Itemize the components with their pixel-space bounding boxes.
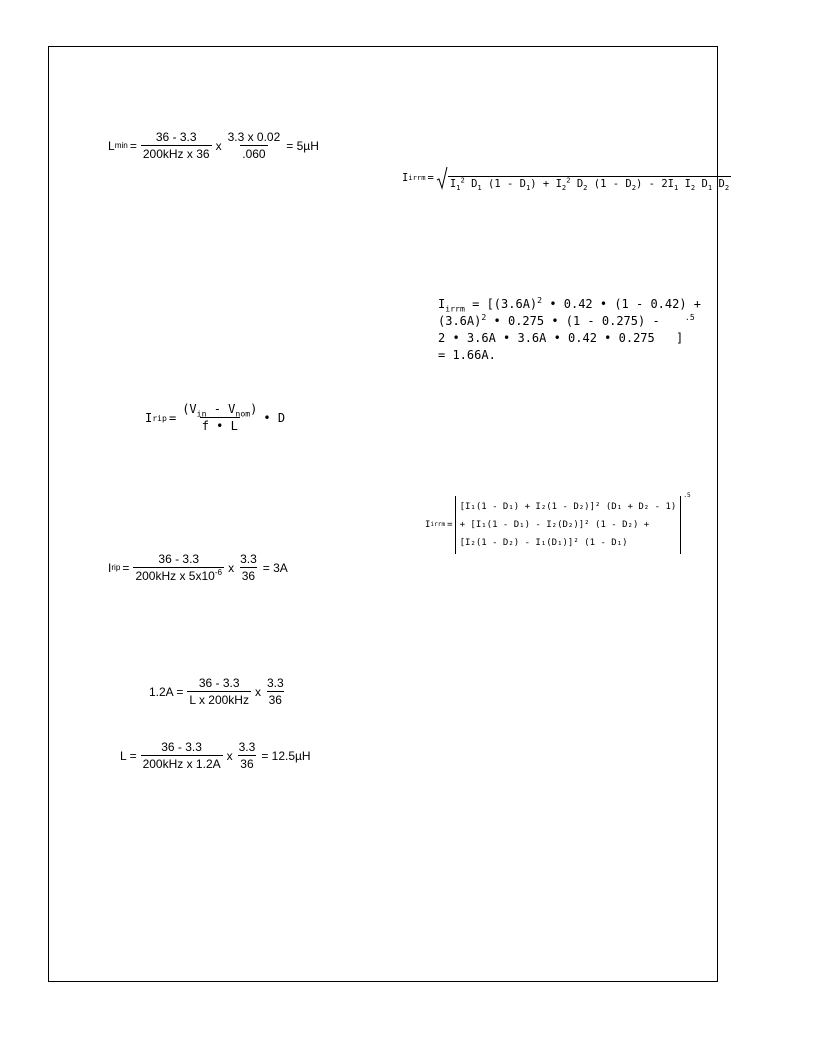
denominator: L x 200kHz [189, 693, 249, 707]
term-var: I [449, 178, 457, 190]
exponent: .5 [684, 312, 695, 322]
paren-sub: 2 [631, 183, 637, 193]
term-d-sub: 2 [724, 183, 730, 193]
equation-irrm-numeric [438, 296, 701, 364]
equals-sign: = [427, 172, 434, 184]
numerator: 36 - 3.3 [158, 552, 200, 566]
denominator [133, 567, 224, 583]
result: = 12.5µH [261, 748, 311, 763]
paren-open: (1 - D [593, 178, 632, 190]
equation-irip-numeric: I rip = $\frac{36 - 3.3}{200kHz x 5x10^{-6}}$ x $\frac{3.3}{36}$ = 3A [108, 552, 288, 583]
times-sign: x [226, 748, 233, 763]
lhs-var: I [425, 520, 431, 530]
denominator: 36 [240, 757, 254, 771]
lhs-subscript: irrm [445, 303, 465, 314]
equals-sign: = [447, 520, 453, 530]
fraction [238, 552, 259, 583]
fraction [141, 740, 223, 771]
term-d: D [471, 178, 478, 190]
term-d: D [718, 178, 725, 190]
equation-line [438, 296, 701, 313]
times-sign: x [228, 560, 235, 575]
fraction [187, 676, 251, 707]
times-sign: x [215, 138, 222, 153]
line1-post: • 0.42 • (1 - 0.42) + [549, 297, 702, 311]
equation-irip-formula: I rip = $\frac{(V_{in} - V_{nom})}{f • L}$ • D [145, 402, 286, 433]
num-sub: in [196, 408, 207, 419]
equals-sign: = [168, 410, 177, 425]
paren-open: (1 - D [488, 178, 526, 190]
equation-1-2a [147, 676, 288, 707]
radical-sign-icon [436, 166, 448, 190]
fraction [141, 130, 212, 161]
line3: 2 • 3.6A • 3.6A • 0.42 • 0.275 [438, 331, 655, 345]
numerator: 3.3 [240, 552, 257, 566]
line4: = 1.66A. [438, 348, 496, 362]
denominator: f • L [201, 419, 238, 433]
numerator: 3.3 [238, 740, 256, 754]
equation-line [438, 313, 701, 330]
num-sub: nom [235, 408, 251, 419]
lhs: L = [120, 748, 137, 763]
fraction [180, 402, 259, 433]
term-d-sub: 2 [583, 183, 588, 193]
equation-line [438, 330, 701, 347]
num-mid: - V [213, 402, 236, 416]
numerator: 36 - 3.3 [161, 740, 202, 754]
radicand [448, 175, 731, 193]
term-sub: 2 [561, 183, 567, 193]
term-sub: 1 [673, 183, 679, 193]
num-close: ) [250, 402, 258, 416]
term-sub: 1 [456, 183, 461, 193]
numerator [180, 402, 259, 417]
result: = 5µH [286, 138, 319, 153]
num-open: (V [182, 402, 197, 416]
times-sign: x [254, 684, 261, 699]
paren-close: ) [636, 178, 643, 190]
equation-l [118, 740, 313, 771]
numerator: 36 - 3.3 [198, 676, 240, 690]
den-pre: 200kHz x 5x10 [135, 569, 215, 583]
term-d: D [701, 178, 708, 190]
equation-line: [I₁(1 - D₁) + I₂(1 - D₂)]² (D₁ + D₂ - 1) [459, 502, 677, 512]
term-sub: 2 [690, 183, 696, 193]
term-var: I [555, 178, 562, 190]
square-root [436, 166, 731, 193]
line2-pre: (3.6A) [438, 314, 482, 328]
line2-sup: 2 [481, 312, 487, 322]
closing-bracket: ] [675, 331, 684, 345]
equation-irrm-bracket: I irrm = [I₁(1 - D₁) + I₂(1 - D₂)]² (D₁ + D₂ - 1) + [I₁(1 - D₁) - I₂(D₂)]² (1 - D₂) + [I₂(1 - D₂) - I₁(D₁)]² (1 - D₁) .5 [425, 496, 691, 554]
term-sup: 2 [460, 175, 465, 185]
equation-lmin: L min = $\frac{36 - 3.3}{\text{200kHz x 36}}$ x $\frac{3.3 x 0.02}{.060}$ = 5µH [108, 130, 319, 161]
lhs: 1.2A = [149, 684, 184, 699]
minus-term: - 2I [648, 178, 674, 190]
denominator: 36 [241, 569, 256, 583]
denominator: 200kHz x 36 [142, 147, 210, 161]
term-sup: 2 [566, 175, 571, 185]
plus-sign: + [542, 178, 550, 190]
lhs-var: L [108, 138, 115, 153]
bracket-block [455, 496, 682, 554]
denominator: .060 [242, 147, 266, 161]
equation-line: [I₂(1 - D₂) - I₁(D₁)]² (1 - D₁) [459, 538, 628, 548]
term-d-sub: 1 [707, 183, 713, 193]
fraction [133, 552, 224, 583]
equals-sign: = [129, 138, 137, 153]
tail: • D [263, 410, 286, 425]
fraction [237, 740, 258, 771]
line2-post: • 0.275 • (1 - 0.275) - [493, 314, 660, 328]
den-sup: -6 [214, 568, 223, 577]
equals-sign: = [122, 560, 130, 575]
lhs-var: I [108, 560, 112, 575]
numerator: 3.3 x 0.02 [227, 130, 281, 144]
term-d-sub: 1 [477, 183, 482, 193]
paren-sub: 1 [525, 183, 531, 193]
line1-sup: 2 [537, 295, 543, 305]
paren-close: ) [530, 178, 537, 190]
equation-line [438, 347, 701, 364]
line1-pre: = [(3.6A) [472, 297, 538, 311]
lhs-var: I [402, 172, 409, 184]
fraction [226, 130, 283, 161]
lhs-var: I [438, 297, 446, 311]
lhs-var: I [145, 410, 153, 425]
result: = 3A [262, 560, 288, 575]
denominator: 200kHz x 1.2A [142, 757, 221, 771]
equation-line: + [I₁(1 - D₁) - I₂(D₂)]² (1 - D₂) + [459, 520, 650, 530]
term-d: D [576, 178, 584, 190]
numerator: 36 - 3.3 [155, 130, 197, 144]
fraction [265, 676, 286, 707]
denominator: 36 [268, 693, 282, 707]
term-var: I [684, 178, 691, 190]
numerator: 3.3 [266, 676, 284, 690]
equation-irrm-sqrt: I irrm = $I_1^2$ $D_1$ $(1 - D_1) + I_2^2$ $D_2$ $(1 - D_2) - 2I_1$ $I_2$ $D_1$ $D_2$ [402, 166, 731, 190]
